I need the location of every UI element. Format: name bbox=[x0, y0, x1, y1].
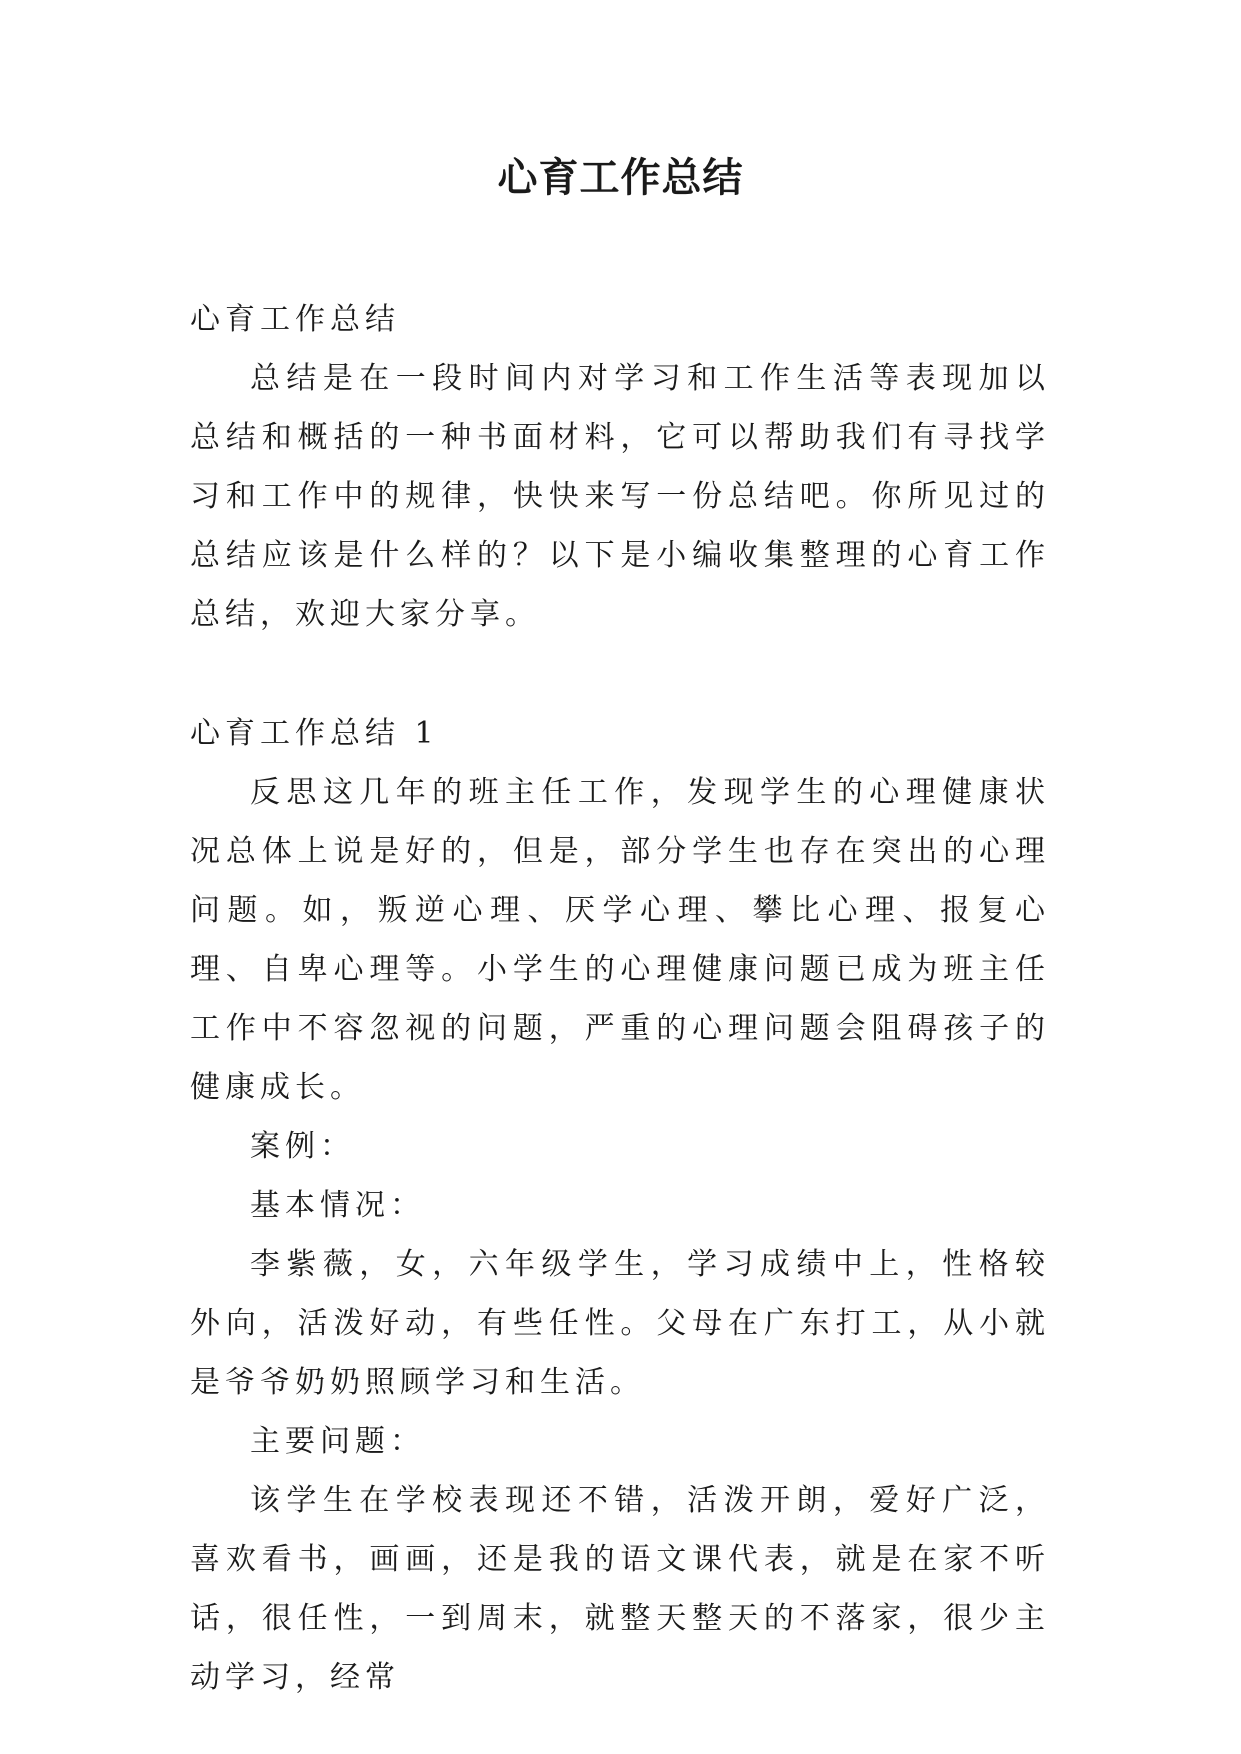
main-problem-paragraph: 该学生在学校表现还不错，活泼开朗，爱好广泛，喜欢看书，画画，还是我的语文课代表，就是在家不听话，很任性，一到周末，就整天整天的不落家，很少主动学习，经常 bbox=[190, 1483, 1050, 1695]
document-title: 心育工作总结 bbox=[497, 155, 744, 201]
document-body bbox=[190, 290, 1050, 1707]
intro-paragraph: 总结是在一段时间内对学习和工作生活等表现加以总结和概括的一种书面材料，它可以帮助我们有寻找学习和工作中的规律，快快来写一份总结吧。你所见过的总结应该是什么样的？以下是小编收集整理的心育工作总结，欢迎大家分享。 bbox=[190, 361, 1050, 632]
section1-heading: 心育工作总结 1 bbox=[190, 716, 439, 751]
basic-info-label: 基本情况： bbox=[250, 1188, 425, 1223]
section-spacer bbox=[190, 644, 1050, 704]
section1-paragraph: 反思这几年的班主任工作，发现学生的心理健康状况总体上说是好的，但是，部分学生也存在突出的心理问题。如，叛逆心理、厌学心理、攀比心理、报复心理、自卑心理等。小学生的心理健康问题已成为班主任工作中不容忽视的问题，严重的心理问题会阻碍孩子的健康成长。 bbox=[190, 775, 1050, 1105]
main-problem-label: 主要问题： bbox=[250, 1424, 425, 1459]
intro-heading: 心育工作总结 bbox=[190, 302, 400, 337]
basic-info-paragraph: 李紫薇，女，六年级学生，学习成绩中上，性格较外向，活泼好动，有些任性。父母在广东打工，从小就是爷爷奶奶照顾学习和生活。 bbox=[190, 1247, 1050, 1400]
case-label: 案例： bbox=[250, 1129, 355, 1164]
